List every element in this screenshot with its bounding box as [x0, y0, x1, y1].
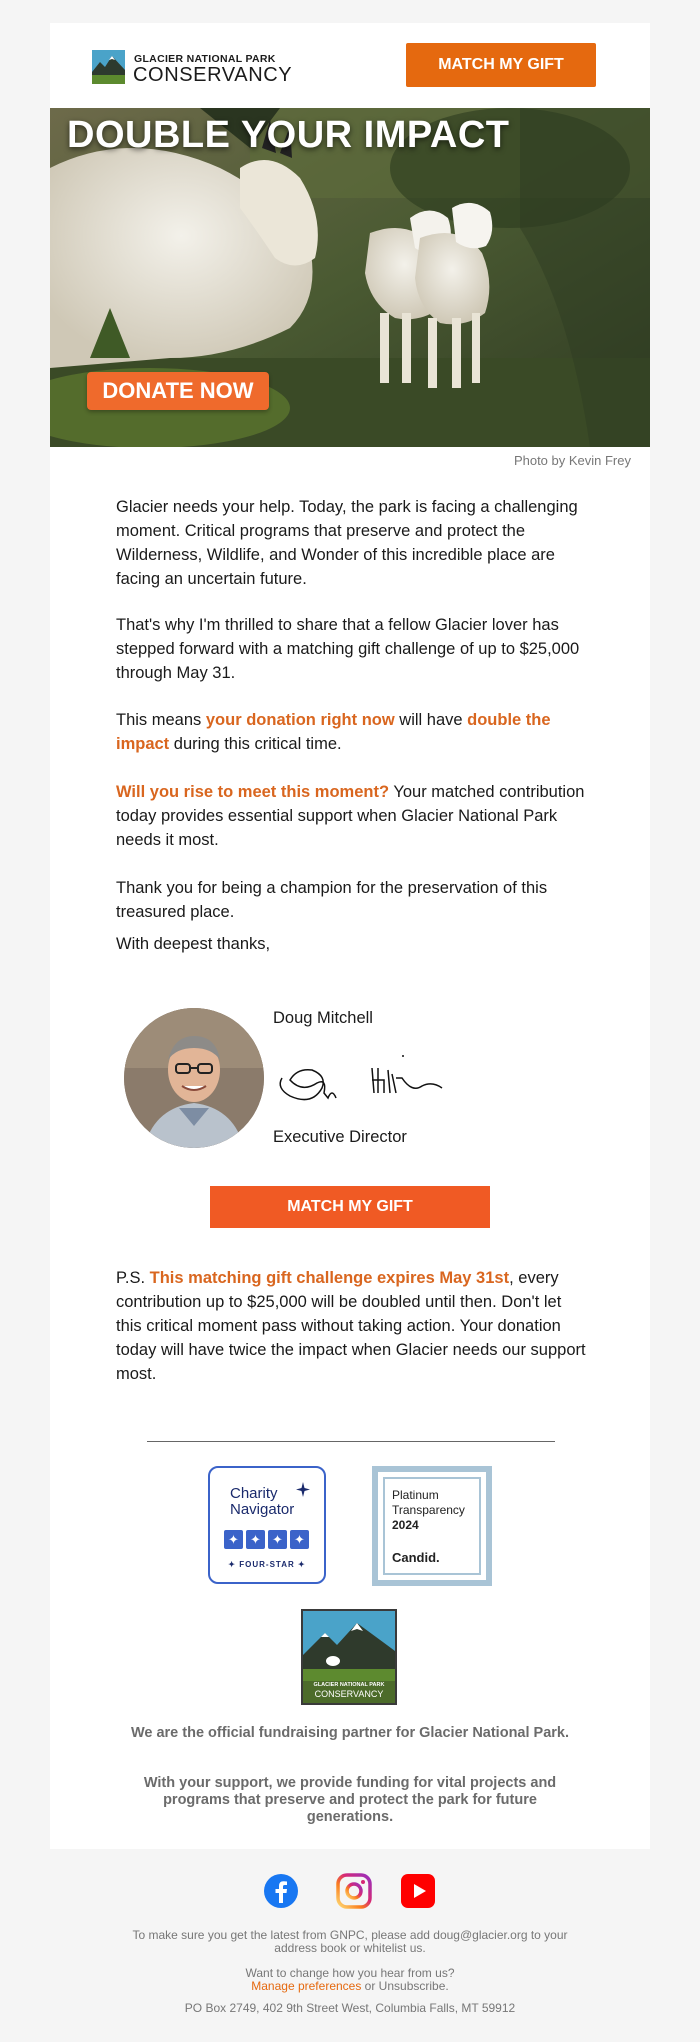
paragraph-3	[116, 708, 591, 756]
hero-image[interactable]	[50, 108, 650, 447]
logo-text-bottom: CONSERVANCY	[133, 64, 293, 86]
ps-highlight: This matching gift challenge expires May 31st	[149, 1269, 510, 1287]
paragraph-5: Thank you for being a champion for the preservation of this treasured place.	[116, 879, 548, 921]
star-rating	[224, 1530, 309, 1549]
addressbook-note: To make sure you get the latest from GNPC, please add doug@glacier.org to your address book or whitelist us.	[132, 1928, 568, 1955]
signatory-name: Doug Mitchell	[273, 1009, 373, 1027]
star-decor-icon: ✦	[228, 1560, 240, 1569]
avatar	[124, 1008, 264, 1148]
candid-line2: Transparency	[392, 1503, 465, 1517]
star-icon: ✦	[268, 1530, 287, 1549]
youtube-icon[interactable]	[400, 1873, 436, 1909]
paragraph-1: Glacier needs your help. Today, the park is facing a challenging moment. Critical programs that preserve and protect the Wilderness, Wildlife, and Wonder of this incredible place are facing an uncertain future.	[116, 498, 578, 588]
candid-year: 2024	[392, 1518, 419, 1532]
email-card	[50, 23, 650, 1849]
cn-line1: Charity	[230, 1485, 278, 1502]
mission-statement: With your support, we provide funding for vital projects and programs that preserve and protect the park for future generations.	[143, 1775, 557, 1825]
footer-logo-line1: GLACIER NATIONAL PARK	[313, 1682, 385, 1688]
unsubscribe-link[interactable]: or Unsubscribe.	[361, 1979, 449, 1993]
match-my-gift-button[interactable]: MATCH MY GIFT	[210, 1186, 490, 1228]
partner-statement: We are the official fundraising partner for Glacier National Park.	[130, 1725, 570, 1741]
p4-highlight: Will you rise to meet this moment?	[116, 783, 390, 801]
logo-text-top: GLACIER NATIONAL PARK	[134, 53, 276, 65]
preferences-line	[110, 1980, 590, 1993]
p4-text: Your matched contribution today provides essential support when Glacier National Park needs it most.	[116, 783, 585, 849]
candid-brand: Candid.	[392, 1550, 440, 1565]
closing-line: With deepest thanks,	[116, 935, 271, 953]
p3-highlight-a: your donation right now	[205, 711, 395, 729]
star-icon: ✦	[246, 1530, 265, 1549]
ps-paragraph	[116, 1266, 591, 1386]
cn-rating-label: FOUR-STAR	[239, 1560, 295, 1569]
footer-logo-line2: CONSERVANCY	[314, 1689, 384, 1699]
p3-text-c: during this critical time.	[169, 735, 342, 753]
conservancy-logo[interactable]	[92, 49, 297, 85]
signature-image	[272, 1048, 448, 1118]
instagram-icon[interactable]	[336, 1873, 372, 1909]
conservancy-footer-logo[interactable]	[301, 1609, 397, 1705]
p3-highlight-b: double the impact	[116, 711, 551, 753]
match-my-gift-button-top[interactable]: MATCH MY GIFT	[406, 43, 596, 87]
signatory-title: Executive Director	[273, 1128, 407, 1146]
star-decor-icon: ✦	[294, 1560, 306, 1569]
candid-line1: Platinum	[392, 1488, 439, 1502]
cn-line2: Navigator	[230, 1501, 295, 1518]
divider	[147, 1441, 555, 1442]
paragraph-4	[116, 780, 591, 852]
hero-headline: DOUBLE YOUR IMPACT	[67, 114, 510, 156]
ps-prefix: P.S.	[116, 1269, 150, 1287]
star-icon: ✦	[290, 1530, 309, 1549]
donate-now-button[interactable]: DONATE NOW	[87, 372, 269, 410]
photo-credit: Photo by Kevin Frey	[513, 453, 631, 468]
p3-text-b: will have	[394, 711, 468, 729]
manage-preferences-link[interactable]: Manage preferences	[251, 1979, 362, 1993]
ps-text: , every contribution up to $25,000 will be doubled until then. Don't let this critical moment pass without taking action. Your donation today will have twice the impact when Glacier needs our support most.	[116, 1269, 586, 1383]
facebook-icon[interactable]	[263, 1873, 299, 1909]
star-icon: ✦	[224, 1530, 243, 1549]
paragraph-2: That's why I'm thrilled to share that a fellow Glacier lover has stepped forward with a matching gift challenge of up to $25,000 through May 31.	[116, 616, 580, 682]
charity-navigator-badge[interactable]	[208, 1466, 326, 1584]
mailing-address: PO Box 2749, 402 9th Street West, Columbia Falls, MT 59912	[184, 2001, 516, 2015]
sparkle-icon	[294, 1480, 312, 1500]
preferences-question: Want to change how you hear from us?	[245, 1966, 455, 1980]
candid-transparency-badge[interactable]	[372, 1466, 492, 1586]
mountain-logo-icon	[92, 50, 125, 84]
p3-text-a: This means	[116, 711, 206, 729]
